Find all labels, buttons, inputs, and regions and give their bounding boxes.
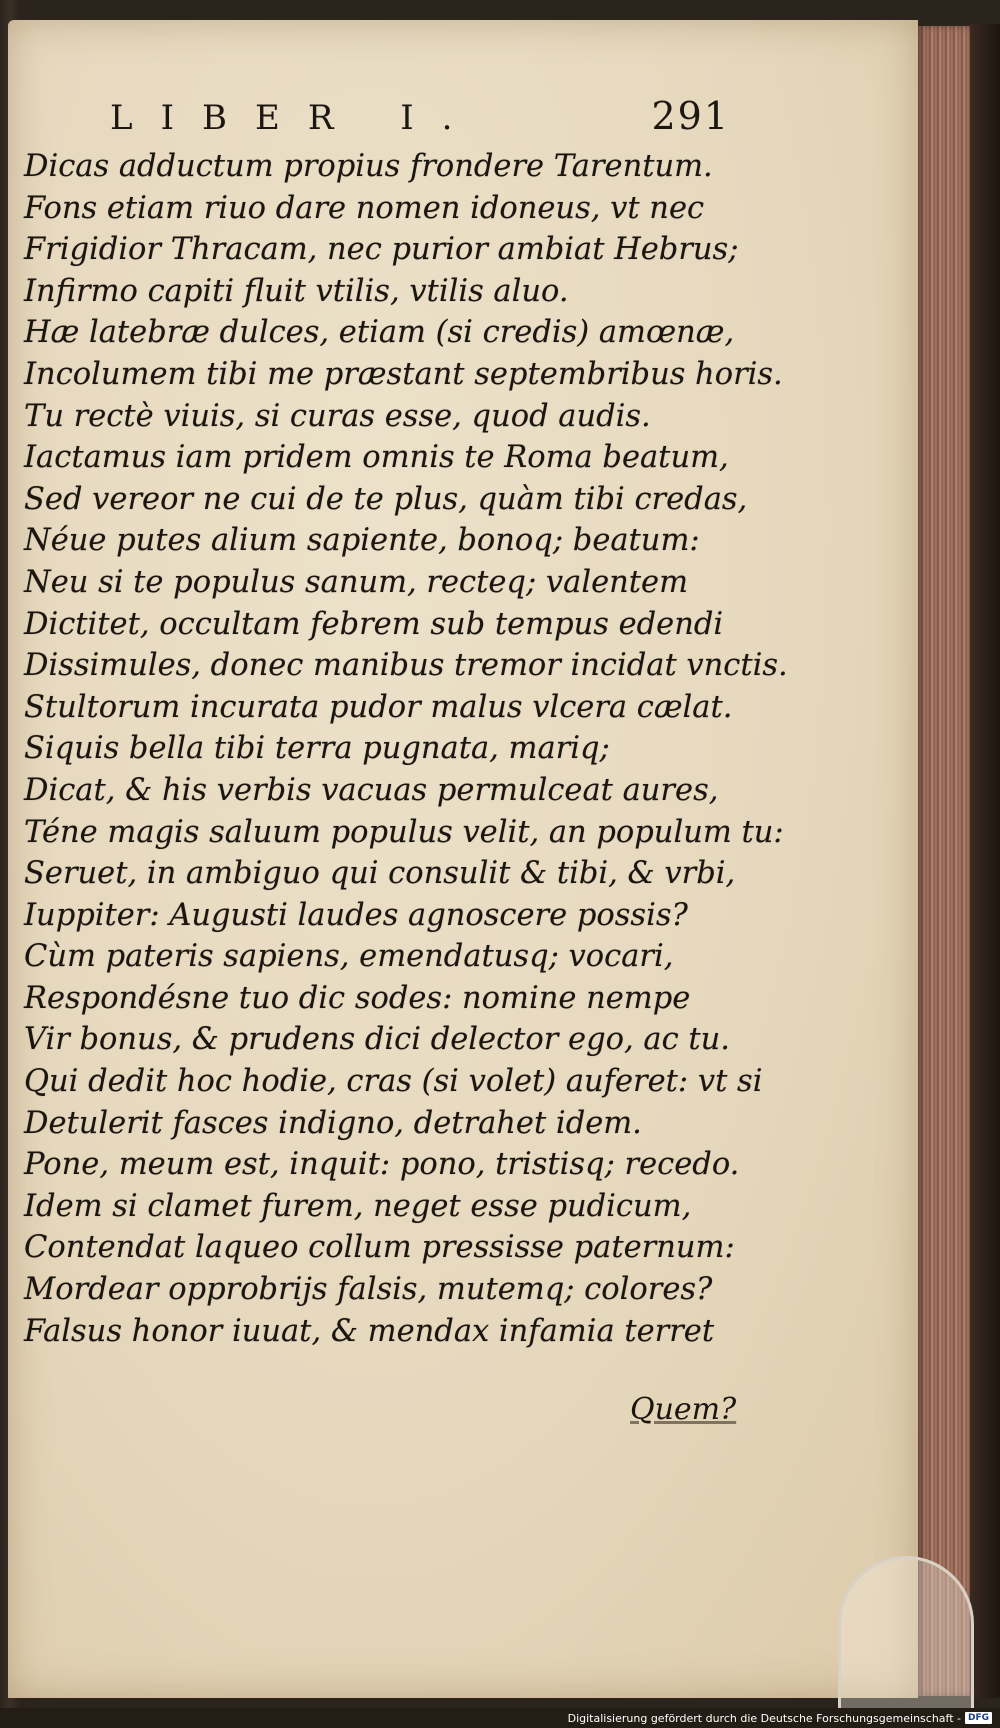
verse-text [24, 146, 788, 1352]
verse-line: Seruet, in ambiguo qui consulit & tibi, & vrbi, [24, 856, 736, 892]
verse-line: Pone, meum est, inquit: pono, tristisq; recedo. [24, 1147, 740, 1183]
catchword: Quem? [630, 1392, 737, 1427]
verse-line: Idem si clamet furem, neget esse pudicum, [24, 1188, 692, 1224]
verse-line: Dicat, & his verbis vacuas permulceat aures, [24, 772, 719, 808]
verse-line: Néue putes alium sapiente, bonoq; beatum: [24, 523, 700, 559]
running-head-title: LIBER I. [110, 98, 481, 138]
verse-line: Dissimules, donec manibus tremor incidat vnctis. [24, 648, 788, 684]
binding-shadow [970, 24, 1000, 1698]
page-edges [918, 26, 970, 1696]
verse-line: Siquis bella tibi terra pugnata, mariq; [24, 731, 610, 767]
verse-line: Iactamus iam pridem omnis te Roma beatum, [24, 440, 729, 476]
verse-line: Contendat laqueo collum pressisse paternum: [24, 1230, 735, 1266]
verse-line: Dictitet, occultam febrem sub tempus edendi [24, 606, 724, 642]
verse-line: Frigidior Thracam, nec purior ambiat Hebrus; [24, 232, 739, 268]
verse-line: Respondésne tuo dic sodes: nomine nempe [24, 980, 691, 1016]
verse-line: Tu rectè viuis, si curas esse, quod audis. [24, 398, 651, 434]
verse-line: Infirmo capiti fluit vtilis, vtilis aluo. [24, 273, 569, 309]
verse-line: Hæ latebræ dulces, etiam (si credis) amœnæ, [24, 315, 735, 351]
verse-line: Qui dedit hoc hodie, cras (si volet) auferet: vt si [24, 1064, 763, 1100]
verse-line: Sed vereor ne cui de te plus, quàm tibi credas, [24, 481, 748, 517]
verse-line: Falsus honor iuuat, & mendax infamia terret [24, 1313, 715, 1349]
verse-line: Vir bonus, & prudens dici delector ego, ac tu. [24, 1022, 730, 1058]
verse-line: Iuppiter: Augusti laudes agnoscere possis? [24, 897, 688, 933]
verse-line: Dicas adductum propius frondere Tarentum. [24, 149, 713, 184]
verse-line: Cùm pateris sapiens, emendatusq; vocari, [24, 939, 674, 975]
verse-line: Fons etiam riuo dare nomen idoneus, vt nec [24, 190, 705, 226]
running-head [110, 94, 730, 144]
verse-line: Incolumem tibi me præstant septembribus horis. [24, 356, 783, 392]
page-number: 291 [651, 94, 730, 138]
verse-line: Stultorum incurata pudor malus vlcera cælat. [24, 689, 733, 725]
digitization-credit [568, 1709, 992, 1727]
verse-line: Detulerit fasces indigno, detrahet idem. [24, 1105, 642, 1141]
verse-line: Téne magis saluum populus velit, an populum tu: [24, 814, 784, 850]
page-tab-marker [838, 1556, 974, 1709]
dfg-logo-icon: DFG [965, 1712, 992, 1724]
verse-line: Neu si te populus sanum, recteq; valentem [24, 564, 689, 600]
credit-text: Digitalisierung gefördert durch die Deutsche Forschungsgemeinschaft - [567, 1711, 961, 1725]
verse-line: Mordear opprobrijs falsis, mutemq; colores? [24, 1272, 713, 1308]
